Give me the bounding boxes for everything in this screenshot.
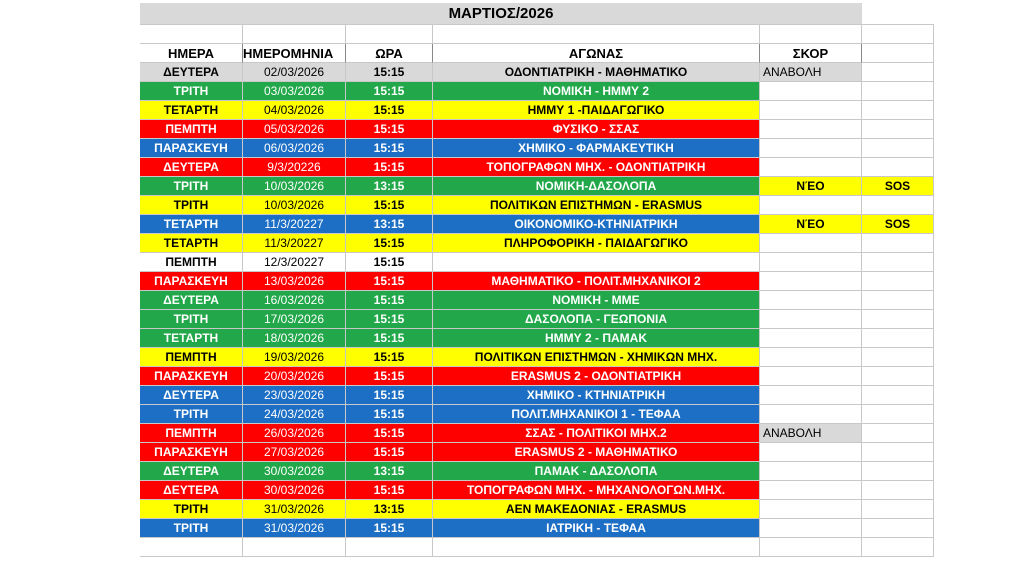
- table-row: [140, 424, 934, 443]
- time-cell[interactable]: 15:15: [346, 139, 433, 158]
- extra-cell[interactable]: [862, 310, 934, 329]
- blank-cell[interactable]: [862, 25, 934, 44]
- day-cell[interactable]: ΤΕΤΑΡΤΗ: [140, 215, 243, 234]
- match-cell[interactable]: ΟΔΟΝΤΙΑΤΡΙΚΗ - ΜΑΘΗΜΑΤΙΚΟ: [433, 63, 760, 82]
- day-cell[interactable]: ΤΡΙΤΗ: [140, 82, 243, 101]
- time-cell[interactable]: 15:15: [346, 367, 433, 386]
- title-side-cell[interactable]: [862, 3, 934, 25]
- time-cell[interactable]: 15:15: [346, 481, 433, 500]
- blank-cell[interactable]: [140, 25, 243, 44]
- blank-cell[interactable]: [760, 25, 862, 44]
- time-cell[interactable]: 15:15: [346, 519, 433, 538]
- time-cell[interactable]: 13:15: [346, 177, 433, 196]
- date-cell[interactable]: 12/3/20227: [243, 253, 346, 272]
- score-cell[interactable]: [760, 291, 862, 310]
- date-cell[interactable]: 30/03/2026: [243, 462, 346, 481]
- match-cell[interactable]: ΝΟΜΙΚΗ-ΔΑΣΟΛΟΠΑ: [433, 177, 760, 196]
- match-cell[interactable]: ΠΟΛΙΤΙΚΩΝ ΕΠΙΣΤΗΜΩΝ - ΧΗΜΙΚΩΝ ΜΗΧ.: [433, 348, 760, 367]
- day-cell[interactable]: ΔΕΥΤΕΡΑ: [140, 158, 243, 177]
- table-row: [140, 234, 934, 253]
- score-cell[interactable]: [760, 519, 862, 538]
- match-cell[interactable]: ΔΑΣΟΛΟΠΑ - ΓΕΩΠΟΝΙΑ: [433, 310, 760, 329]
- table-row: [140, 386, 934, 405]
- day-cell[interactable]: ΠΑΡΑΣΚΕΥΗ: [140, 443, 243, 462]
- score-cell[interactable]: [760, 158, 862, 177]
- match-cell[interactable]: ΠΛΗΡΟΦΟΡΙΚΗ - ΠΑΙΔΑΓΩΓΙΚΟ: [433, 234, 760, 253]
- extra-cell[interactable]: [862, 120, 934, 139]
- table-row: [140, 101, 934, 120]
- table-row: [140, 272, 934, 291]
- match-cell[interactable]: ΑΕΝ ΜΑΚΕΔΟΝΙΑΣ - ERASMUS: [433, 500, 760, 519]
- match-cell[interactable]: ΗΜΜΥ 2 - ΠΑΜΑΚ: [433, 329, 760, 348]
- day-cell[interactable]: ΤΡΙΤΗ: [140, 500, 243, 519]
- extra-cell[interactable]: [862, 481, 934, 500]
- day-cell[interactable]: ΔΕΥΤΕΡΑ: [140, 386, 243, 405]
- table-row: [140, 500, 934, 519]
- blank-cell[interactable]: [862, 538, 934, 557]
- sheet-title[interactable]: ΜΑΡΤΙΟΣ/2026: [140, 3, 862, 25]
- blank-cell[interactable]: [346, 25, 433, 44]
- match-cell[interactable]: ΣΣΑΣ - ΠΟΛΙΤΙΚΟΙ ΜΗΧ.2: [433, 424, 760, 443]
- blank-cell[interactable]: [140, 538, 243, 557]
- match-cell[interactable]: ΠΑΜΑΚ - ΔΑΣΟΛΟΠΑ: [433, 462, 760, 481]
- time-cell[interactable]: 15:15: [346, 234, 433, 253]
- day-cell[interactable]: ΠΕΜΠΤΗ: [140, 348, 243, 367]
- extra-cell[interactable]: [862, 253, 934, 272]
- match-cell[interactable]: ΝΟΜΙΚΗ - ΜΜΕ: [433, 291, 760, 310]
- score-cell[interactable]: [760, 462, 862, 481]
- extra-cell[interactable]: [862, 443, 934, 462]
- blank-cell[interactable]: [433, 25, 760, 44]
- score-cell[interactable]: ΝΈΟ: [760, 215, 862, 234]
- date-cell[interactable]: 19/03/2026: [243, 348, 346, 367]
- day-cell[interactable]: ΠΕΜΠΤΗ: [140, 120, 243, 139]
- score-cell[interactable]: [760, 310, 862, 329]
- blank-cell[interactable]: [760, 538, 862, 557]
- blank-cell[interactable]: [346, 538, 433, 557]
- time-cell[interactable]: 15:15: [346, 329, 433, 348]
- table-row: [140, 120, 934, 139]
- date-cell[interactable]: 11/3/20227: [243, 215, 346, 234]
- extra-cell[interactable]: [862, 291, 934, 310]
- match-cell[interactable]: ΠΟΛΙΤ.ΜΗΧΑΝΙΚΟΙ 1 - ΤΕΦΑΑ: [433, 405, 760, 424]
- extra-cell[interactable]: [862, 329, 934, 348]
- extra-cell[interactable]: [862, 500, 934, 519]
- day-cell[interactable]: ΔΕΥΤΕΡΑ: [140, 63, 243, 82]
- table-row: [140, 310, 934, 329]
- extra-cell[interactable]: [862, 519, 934, 538]
- table-row: [140, 443, 934, 462]
- day-cell[interactable]: ΠΕΜΠΤΗ: [140, 253, 243, 272]
- day-cell[interactable]: ΤΡΙΤΗ: [140, 310, 243, 329]
- blank-cell[interactable]: [243, 25, 346, 44]
- score-cell[interactable]: [760, 272, 862, 291]
- extra-cell[interactable]: [862, 82, 934, 101]
- score-cell[interactable]: [760, 500, 862, 519]
- table-row: [140, 215, 934, 234]
- table-row: [140, 462, 934, 481]
- day-cell[interactable]: ΠΑΡΑΣΚΕΥΗ: [140, 139, 243, 158]
- extra-cell[interactable]: [862, 386, 934, 405]
- score-cell[interactable]: ΝΈΟ: [760, 177, 862, 196]
- blank-cell[interactable]: [243, 538, 346, 557]
- header-match[interactable]: ΑΓΩΝΑΣ: [433, 44, 760, 63]
- blank-row: [140, 538, 934, 557]
- match-cell[interactable]: [433, 253, 760, 272]
- time-cell[interactable]: 15:15: [346, 424, 433, 443]
- schedule-rows: [140, 63, 934, 538]
- table-row: [140, 82, 934, 101]
- time-cell[interactable]: 15:15: [346, 196, 433, 215]
- score-cell[interactable]: [760, 82, 862, 101]
- header-time[interactable]: ΩΡΑ: [346, 44, 433, 63]
- match-cell[interactable]: ΝΟΜΙΚΗ - ΗΜΜΥ 2: [433, 82, 760, 101]
- time-cell[interactable]: 15:15: [346, 82, 433, 101]
- score-cell[interactable]: [760, 234, 862, 253]
- table-row: [140, 519, 934, 538]
- match-cell[interactable]: ΙΑΤΡΙΚΗ - ΤΕΦΑΑ: [433, 519, 760, 538]
- score-cell[interactable]: [760, 139, 862, 158]
- header-day[interactable]: ΗΜΕΡΑ: [140, 44, 243, 63]
- time-cell[interactable]: 15:15: [346, 310, 433, 329]
- table-row: [140, 63, 934, 82]
- day-cell[interactable]: ΔΕΥΤΕΡΑ: [140, 481, 243, 500]
- extra-cell[interactable]: SOS: [862, 177, 934, 196]
- extra-cell[interactable]: [862, 234, 934, 253]
- time-cell[interactable]: 15:15: [346, 386, 433, 405]
- date-cell[interactable]: 17/03/2026: [243, 310, 346, 329]
- date-cell[interactable]: 02/03/2026: [243, 63, 346, 82]
- time-cell[interactable]: 15:15: [346, 63, 433, 82]
- match-cell[interactable]: ΟΙΚΟΝΟΜΙΚΟ-ΚΤΗΝΙΑΤΡΙΚΗ: [433, 215, 760, 234]
- header-row: [140, 44, 934, 63]
- score-cell[interactable]: [760, 329, 862, 348]
- score-cell[interactable]: [760, 443, 862, 462]
- day-cell[interactable]: ΤΕΤΑΡΤΗ: [140, 101, 243, 120]
- table-row: [140, 329, 934, 348]
- match-cell[interactable]: ΜΑΘΗΜΑΤΙΚΟ - ΠΟΛΙΤ.ΜΗΧΑΝΙΚΟΙ 2: [433, 272, 760, 291]
- extra-cell[interactable]: [862, 101, 934, 120]
- score-cell[interactable]: [760, 196, 862, 215]
- extra-cell[interactable]: [862, 348, 934, 367]
- time-cell[interactable]: 15:15: [346, 443, 433, 462]
- date-cell[interactable]: 06/03/2026: [243, 139, 346, 158]
- match-cell[interactable]: ERASMUS 2 - ΜΑΘΗΜΑΤΙΚΟ: [433, 443, 760, 462]
- extra-cell[interactable]: [862, 424, 934, 443]
- blank-cell[interactable]: [433, 538, 760, 557]
- date-cell[interactable]: 11/3/20227: [243, 234, 346, 253]
- date-cell[interactable]: 31/03/2026: [243, 500, 346, 519]
- score-cell[interactable]: [760, 120, 862, 139]
- time-cell[interactable]: 15:15: [346, 101, 433, 120]
- header-date[interactable]: ΗΜΕΡΟΜΗΝΙΑ: [243, 44, 346, 63]
- time-cell[interactable]: 15:15: [346, 348, 433, 367]
- score-cell[interactable]: [760, 253, 862, 272]
- score-cell[interactable]: [760, 481, 862, 500]
- score-cell[interactable]: [760, 386, 862, 405]
- date-cell[interactable]: 13/03/2026: [243, 272, 346, 291]
- score-cell[interactable]: [760, 348, 862, 367]
- date-cell[interactable]: 10/03/2026: [243, 177, 346, 196]
- date-cell[interactable]: 20/03/2026: [243, 367, 346, 386]
- date-cell[interactable]: 24/03/2026: [243, 405, 346, 424]
- day-cell[interactable]: ΠΑΡΑΣΚΕΥΗ: [140, 367, 243, 386]
- extra-cell[interactable]: [862, 196, 934, 215]
- date-cell[interactable]: 16/03/2026: [243, 291, 346, 310]
- extra-cell[interactable]: [862, 272, 934, 291]
- score-cell[interactable]: ΑΝΑΒΟΛΗ: [760, 424, 862, 443]
- blank-row: [140, 25, 934, 44]
- extra-cell[interactable]: [862, 63, 934, 82]
- time-cell[interactable]: 15:15: [346, 158, 433, 177]
- day-cell[interactable]: ΠΑΡΑΣΚΕΥΗ: [140, 272, 243, 291]
- extra-cell[interactable]: SOS: [862, 215, 934, 234]
- score-cell[interactable]: ΑΝΑΒΟΛΗ: [760, 63, 862, 82]
- match-cell[interactable]: ΤΟΠΟΓΡΑΦΩΝ ΜΗΧ. - ΜΗΧΑΝΟΛΟΓΩΝ.ΜΗΧ.: [433, 481, 760, 500]
- date-cell[interactable]: 05/03/2026: [243, 120, 346, 139]
- day-cell[interactable]: ΤΕΤΑΡΤΗ: [140, 234, 243, 253]
- table-row: [140, 291, 934, 310]
- date-cell[interactable]: 26/03/2026: [243, 424, 346, 443]
- date-cell[interactable]: 10/03/2026: [243, 196, 346, 215]
- table-row: [140, 177, 934, 196]
- match-cell[interactable]: ΧΗΜΙΚΟ - ΦΑΡΜΑΚΕΥΤΙΚΗ: [433, 139, 760, 158]
- extra-cell[interactable]: [862, 158, 934, 177]
- table-row: [140, 481, 934, 500]
- extra-cell[interactable]: [862, 367, 934, 386]
- day-cell[interactable]: ΤΕΤΑΡΤΗ: [140, 329, 243, 348]
- match-cell[interactable]: ΗΜΜΥ 1 -ΠΑΙΔΑΓΩΓΙΚΟ: [433, 101, 760, 120]
- date-cell[interactable]: 9/3/20226: [243, 158, 346, 177]
- extra-cell[interactable]: [862, 462, 934, 481]
- day-cell[interactable]: ΠΕΜΠΤΗ: [140, 424, 243, 443]
- day-cell[interactable]: ΤΡΙΤΗ: [140, 519, 243, 538]
- table-row: [140, 405, 934, 424]
- match-cell[interactable]: ΤΟΠΟΓΡΑΦΩΝ ΜΗΧ. - ΟΔΟΝΤΙΑΤΡΙΚΗ: [433, 158, 760, 177]
- match-cell[interactable]: ERASMUS 2 - ΟΔΟΝΤΙΑΤΡΙΚΗ: [433, 367, 760, 386]
- match-cell[interactable]: ΧΗΜΙΚΟ - ΚΤΗΝΙΑΤΡΙΚΗ: [433, 386, 760, 405]
- score-cell[interactable]: [760, 367, 862, 386]
- time-cell[interactable]: 15:15: [346, 120, 433, 139]
- extra-cell[interactable]: [862, 405, 934, 424]
- table-row: [140, 348, 934, 367]
- time-cell[interactable]: 13:15: [346, 215, 433, 234]
- date-cell[interactable]: 18/03/2026: [243, 329, 346, 348]
- time-cell[interactable]: 15:15: [346, 253, 433, 272]
- day-cell[interactable]: ΤΡΙΤΗ: [140, 196, 243, 215]
- time-cell[interactable]: 15:15: [346, 405, 433, 424]
- day-cell[interactable]: ΔΕΥΤΕΡΑ: [140, 291, 243, 310]
- schedule-sheet: [140, 3, 934, 557]
- match-cell[interactable]: ΦΥΣΙΚΟ - ΣΣΑΣ: [433, 120, 760, 139]
- date-cell[interactable]: 04/03/2026: [243, 101, 346, 120]
- date-cell[interactable]: 30/03/2026: [243, 481, 346, 500]
- date-cell[interactable]: 03/03/2026: [243, 82, 346, 101]
- day-cell[interactable]: ΤΡΙΤΗ: [140, 405, 243, 424]
- time-cell[interactable]: 13:15: [346, 462, 433, 481]
- day-cell[interactable]: ΔΕΥΤΕΡΑ: [140, 462, 243, 481]
- time-cell[interactable]: 13:15: [346, 500, 433, 519]
- match-cell[interactable]: ΠΟΛΙΤΙΚΩΝ ΕΠΙΣΤΗΜΩΝ - ERASMUS: [433, 196, 760, 215]
- date-cell[interactable]: 27/03/2026: [243, 443, 346, 462]
- header-score[interactable]: ΣΚΟΡ: [760, 44, 862, 63]
- time-cell[interactable]: 15:15: [346, 272, 433, 291]
- table-row: [140, 253, 934, 272]
- header-extra[interactable]: [862, 44, 934, 63]
- table-row: [140, 139, 934, 158]
- date-cell[interactable]: 31/03/2026: [243, 519, 346, 538]
- date-cell[interactable]: 23/03/2026: [243, 386, 346, 405]
- table-row: [140, 158, 934, 177]
- table-row: [140, 196, 934, 215]
- table-row: [140, 367, 934, 386]
- score-cell[interactable]: [760, 405, 862, 424]
- time-cell[interactable]: 15:15: [346, 291, 433, 310]
- score-cell[interactable]: [760, 101, 862, 120]
- extra-cell[interactable]: [862, 139, 934, 158]
- title-row: [140, 3, 934, 25]
- day-cell[interactable]: ΤΡΙΤΗ: [140, 177, 243, 196]
